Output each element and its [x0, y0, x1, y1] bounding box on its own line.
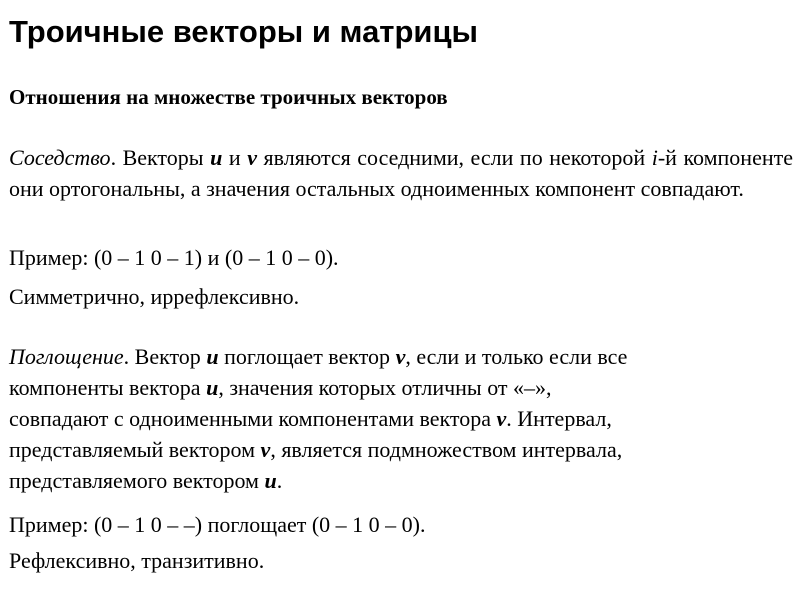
vector-v: v — [395, 344, 406, 369]
text-fragment: и — [222, 145, 248, 170]
text-fragment: компоненты вектора — [9, 375, 207, 400]
page-title: Троичные векторы и матрицы — [9, 14, 479, 49]
absorption-line-1 — [9, 344, 627, 369]
text-fragment: . Векторы — [110, 145, 211, 170]
vector-v: v — [247, 145, 257, 170]
absorption-term: Поглощение — [9, 344, 124, 369]
vector-u: u — [206, 344, 219, 369]
text-fragment: представляемый вектором — [9, 437, 261, 462]
vector-v: v — [260, 437, 271, 462]
neighborhood-example: Пример: (0 – 1 0 – 1) и (0 – 1 0 – 0). — [9, 245, 339, 270]
text-fragment: -й компоненте они ортогональны, а значения остальных одноименных компонент совпадают. — [9, 145, 794, 201]
absorption-definition — [9, 341, 799, 496]
vector-u: u — [264, 468, 277, 493]
vector-u: u — [210, 145, 223, 170]
neighborhood-properties: Симметрично, иррефлексивно. — [9, 284, 300, 309]
text-fragment: , если и только если все — [405, 344, 628, 369]
vector-u: u — [206, 375, 219, 400]
neighborhood-definition — [9, 142, 793, 204]
text-fragment: , является подмножеством интервала, — [270, 437, 623, 462]
section-subtitle: Отношения на множестве троичных векторов — [9, 85, 448, 109]
text-fragment: . Интервал, — [506, 406, 612, 431]
text-fragment: являются соседними, если по некоторой — [256, 145, 652, 170]
absorption-line-2 — [9, 375, 552, 400]
text-fragment: , значения которых отличны от «–», — [218, 375, 552, 400]
neighborhood-term: Соседство — [9, 145, 111, 170]
text-fragment: . Вектор — [123, 344, 207, 369]
absorption-line-3 — [9, 406, 612, 431]
absorption-properties: Рефлексивно, транзитивно. — [9, 548, 265, 573]
absorption-line-4 — [9, 437, 622, 462]
index-i: i — [651, 145, 658, 170]
text-fragment: представляемого вектором — [9, 468, 265, 493]
text-fragment: поглощает вектор — [218, 344, 396, 369]
vector-v: v — [496, 406, 507, 431]
text-fragment: . — [276, 468, 283, 493]
text-fragment: совпадают с одноименными компонентами вектора — [9, 406, 497, 431]
absorption-example: Пример: (0 – 1 0 – –) поглощает (0 – 1 0 – 0). — [9, 512, 426, 537]
absorption-line-5 — [9, 468, 282, 493]
